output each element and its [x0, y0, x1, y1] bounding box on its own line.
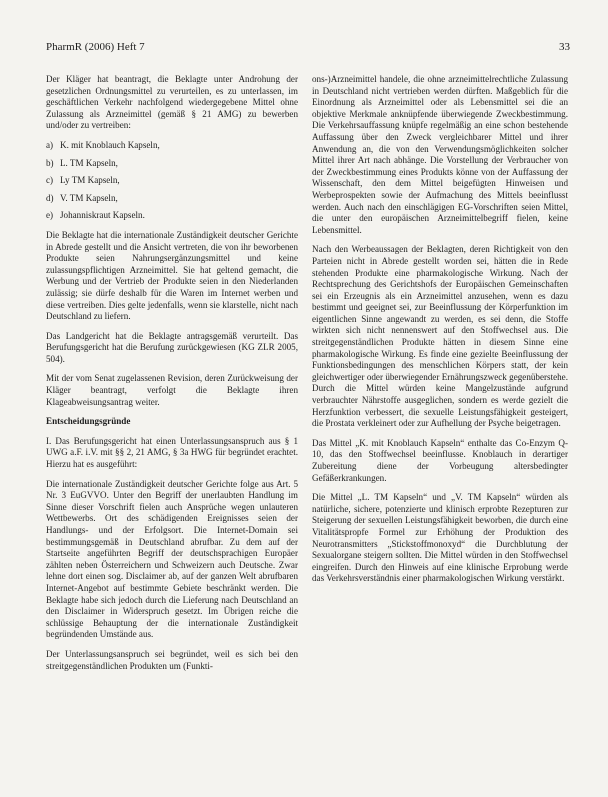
list-item-label: e) [46, 210, 54, 221]
paragraph: Das Mittel „K. mit Knoblauch Kapseln“ enthalte das Co-Enzym Q-10, das den Stoffwechsel beeinflusse. Knoblauch in derartiger Zubereitung diene der Vorbeugung altersbedingter Gefäßerkrankungen. [312, 437, 568, 483]
paragraph: ons-)Arzneimittel handele, die ohne arzneimittelrechtliche Zulassung in Deutschland nicht vertrieben werden dürften. Maßgeblich für die Einordnung als Arzneimittel oder als Lebensmittel sei die an objektive Merkmale anknüpfende überwiegende Zweckbestimmung. Die Verkehrsauffassung knüpfe regelmäßig an eine schon bestehende Auffassung über den Zweck vergleichbarer Mittel und ihrer Anwendung an, die von den Verwendungsmöglichkeiten solcher Mittel ihrer Art nach abhänge. Die Vorstellung der Verbraucher von der Zweckbestimmung eines Produkts könne von der Auffassung der Wissenschaft, den dem Mittel beigefügten Hinweisen und Werbeprospekten sowie der Aufmachung des Mittels beeinflusst werden. Auch nach den einschlägigen EG-Vorschriften seien Mittel, die unter den europäischen Arzneimittelbegriff fielen, keine Lebensmittel. [312, 74, 568, 235]
list-item-text: L. TM Kapseln, [60, 157, 118, 168]
list-item-text: K. mit Knoblauch Kapseln, [60, 139, 160, 150]
right-column [312, 74, 568, 593]
list-item [46, 193, 298, 205]
list-item-text: V. TM Kapseln, [60, 192, 118, 203]
list-item [46, 140, 298, 152]
paragraph: I. Das Berufungsgericht hat einen Unterlassungsanspruch aus § 1 UWG a.F. i.V. mit §§ 2, 21 AMG, § 3a HWG für begründet erachtet. Hierzu hat es ausgeführt: [46, 435, 298, 470]
paragraph: Nach den Werbeaussagen der Beklagten, deren Richtigkeit von den Parteien nicht in Abrede gestellt worden sei, hätten die in Rede stehenden Produkte eine pharmakologische Wirkung. Nach der Rechtsprechung des Gerichtshofs der Europäischen Gemeinschaften sei ein Erzeugnis als ein Arzneimittel anzusehen, wenn es dazu bestimmt und geeignet sei, zur Beeinflussung der Körperfunktion im eigentlichen Sinne angewandt zu werden, es sei denn, die Stoffe wirkten sich nicht nennenswert auf den Stoffwechsel aus. Die streitgegenständlichen Produkte hätten in diesem Sinne eine pharmakologische Wirkung. Es finde eine gezielte Beeinflussung der Funktionsbedingungen des menschlichen Körpers statt, der kein gleichwertiger oder überwiegender Ernährungszweck gegenüberstehe. Durch die Mittel würden keine Mangelzustände aufgrund verbrauchter Nährstoffe ausgeglichen, sondern es werde gezielt die Herzfunktion verbessert, die sexuelle Leistungsfähigkeit gesteigert, die Prostata verkleinert oder zur Aufhellung der Psyche beigetragen. [312, 244, 568, 429]
list-item-text: Ly TM Kapseln, [60, 175, 120, 186]
product-list [46, 140, 298, 222]
page-number: 33 [559, 41, 570, 53]
page-header [46, 40, 570, 54]
paragraph: Der Unterlassungsanspruch sei begründet, weil es sich bei den streitgegenständlichen Produkten um (Funkti- [46, 648, 298, 671]
list-item-label: d) [46, 192, 54, 203]
journal-reference: PharmR (2006) Heft 7 [46, 41, 145, 53]
list-item-label: a) [46, 139, 54, 150]
list-item [46, 175, 298, 187]
list-item-label: b) [46, 157, 54, 168]
section-heading: Entscheidungsgründe [46, 416, 131, 427]
list-item [46, 158, 298, 170]
paragraph: Die Beklagte hat die internationale Zuständigkeit deutscher Gerichte in Abrede gestellt und die Ansicht vertreten, die von ihr beworbenen Produkte seien Nahrungsergänzungsmittel und keine zulassungspflichtigen Arzneimittel. Sie hat geltend gemacht, die Werbung und der Vertrieb der Produkte seien in den Niederlanden zulässig; sie dürfe deshalb für die Waren im Internet werben und diese vertreiben. Dies gelte jedenfalls, wenn sie klarstelle, nicht nach Deutschland zu liefern. [46, 229, 298, 322]
intro-paragraph: Der Kläger hat beantragt, die Beklagte unter Androhung der gesetzlichen Ordnungsmittel zu verurteilen, es zu unterlassen, im geschäftlichen Verkehr nachfolgend wiedergegebene Mittel ohne Zulassung als Arzneimittel (gemäß § 21 AMG) zu bewerben und/oder zu vertreiben: [46, 74, 298, 131]
paragraph: Das Landgericht hat die Beklagte antragsgemäß verurteilt. Das Berufungsgericht hat die Berufung zurückgewiesen (KG ZLR 2005, 504). [46, 330, 298, 364]
paragraph: Die Mittel „L. TM Kapseln“ und „V. TM Kapseln“ würden als natürliche, sichere, potenzierte und klinisch erprobte Rezepturen zur Steigerung der sexuellen Leistungsfähigkeit beworben, die durch eine Vitalitätspropfe Formel zur Erhöhung der Produktion des Neurotransmitters „Stickstoffmonoxyd“ die Durchblutung der Sexualorgane steigern sollten. Die Mittel würden in den Stoffwechsel eingreifen. Durch den Hinweis auf eine klinische Erprobung werde das Verkehrsverständnis einer pharmakologischen Wirkung verstärkt. [312, 492, 568, 584]
paragraph: Die internationale Zuständigkeit deutscher Gerichte folge aus Art. 5 Nr. 3 EuGVVO. Unter den Begriff der unerlaubten Handlung im Sinne dieser Vorschrift fielen auch Ansprüche wegen unlauteren Wettbewerbs. Ort des schädigenden Ereignisses seien der Handlungs- und der Erfolgsort. Die Internet-Domain sei bestimmungsgemäß in Deutschland abrufbar. Zu dem auf der Startseite angeführten Begriff der deutschsprachigen Europäer zählten neben Österreichern und Schweizern auch Deutsche. Zwar lehne dort einen sog. Disclaimer ab, auf der ganzen Welt abrufbaren Internet-Angebot auf bestimmte Gebiete beschränkt werden. Die Beklagte habe sich jedoch durch die Lieferung nach Deutschland an den Disclaimer in Widerspruch gesetzt. Im Übrigen reiche die schlüssige Behauptung der die internationale Zuständigkeit begründenden Umstände aus. [46, 478, 298, 640]
left-column [46, 74, 298, 680]
paragraph: Mit der vom Senat zugelassenen Revision, deren Zurückweisung der Kläger beantragt, verfolgt die Beklagte ihren Klageabweisungsantrag weiter. [46, 373, 298, 407]
list-item [46, 210, 298, 222]
list-item-label: c) [46, 175, 54, 186]
list-item-text: Johanniskraut Kapseln. [60, 210, 145, 221]
